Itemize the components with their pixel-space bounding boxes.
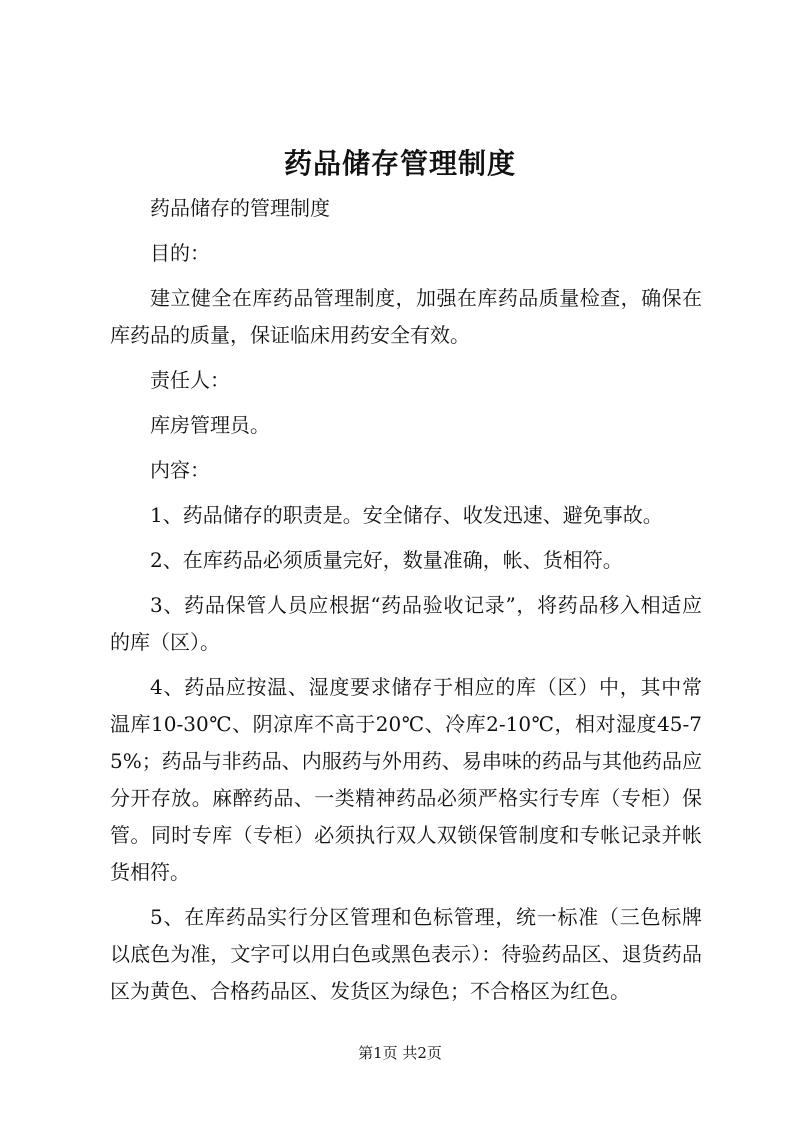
document-title: 药品储存管理制度: [283, 147, 516, 180]
document-body: [110, 190, 702, 1018]
paragraph-purpose-heading: 目的：: [150, 241, 210, 265]
paragraph-item-3: 3、药品保管人员应根据“药品验收记录”，将药品移入相适应的库（区）。: [110, 593, 702, 654]
paragraph-item-4: 4、药品应按温、湿度要求储存于相应的库（区）中，其中常温库10-30℃、阴凉库不高于20℃、冷库2-10℃，相对湿度45-75%；药品与非药品、内服药与外用药、易串味的药品与其他药品应分开存放。麻醉药品、一类精神药品必须严格实行专库（专柜）保管。同时专库（专柜）必须执行双人双锁保管制度和专帐记录并帐货相符。: [110, 675, 702, 884]
paragraph-item-1: 1、药品储存的职责是。安全储存、收发迅速、避免事故。: [150, 503, 663, 527]
paragraph-responsible-text: 库房管理员。: [150, 413, 270, 437]
paragraph-item-2: 2、在库药品必须质量完好，数量准确，帐、货相符。: [150, 548, 623, 572]
paragraph-purpose-text: 建立健全在库药品管理制度，加强在库药品质量检查，确保在库药品的质量，保证临床用药安全有效。: [110, 286, 702, 347]
paragraph-responsible-heading: 责任人：: [150, 368, 230, 392]
paragraph-item-5: 5、在库药品实行分区管理和色标管理，统一标准（三色标牌以底色为准，文字可以用白色或黑色表示）：待验药品区、退货药品区为黄色、合格药品区、发货区为绿色；不合格区为红色。: [110, 905, 702, 1003]
paragraph-content-heading: 内容：: [150, 458, 210, 482]
paragraph-subtitle: 药品储存的管理制度: [150, 196, 330, 220]
page-footer: 第1页 共2页: [358, 1044, 442, 1062]
